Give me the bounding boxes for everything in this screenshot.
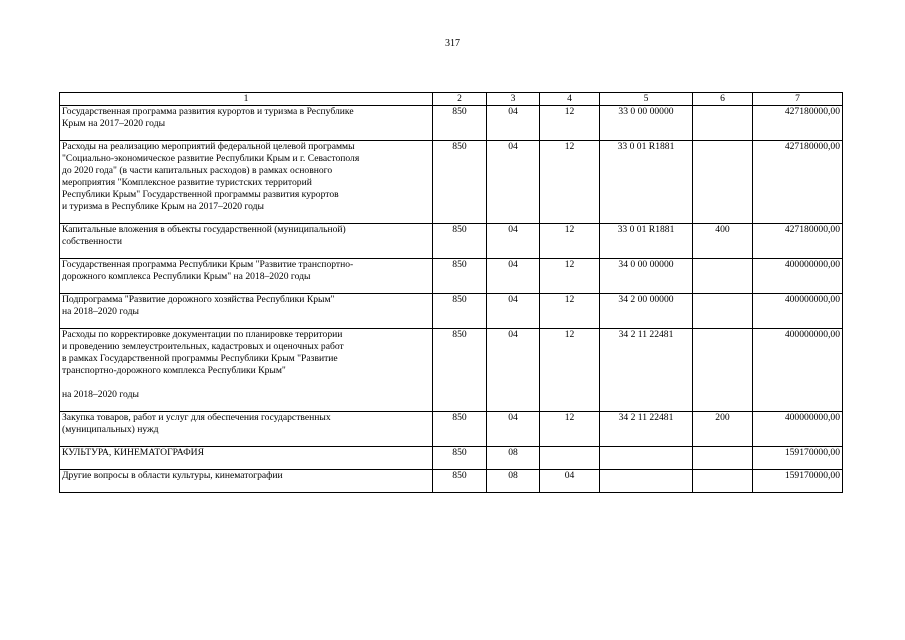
row-name-line: и проведению землеустроительных, кадастровых и оценочных работ xyxy=(62,341,344,352)
row-name-line: собственности xyxy=(62,236,123,247)
row-name-cell xyxy=(60,106,433,141)
section-code-cell: 08 xyxy=(487,470,540,493)
row-name-line: Государственная программа развития курортов и туризма в Республике xyxy=(62,106,354,117)
row-name-line: Расходы по корректировке документации по планировке территории xyxy=(62,329,343,340)
amount-cell: 159170000,00 xyxy=(753,470,843,493)
section-code-cell: 04 xyxy=(487,141,540,224)
row-name-cell xyxy=(60,259,433,294)
table-body xyxy=(60,106,843,493)
row-name-line: Государственная программа Республики Крым "Развитие транспортно- xyxy=(62,259,354,270)
row-name-line xyxy=(62,377,430,389)
expense-type-cell: 200 xyxy=(693,412,753,447)
amount-cell: 400000000,00 xyxy=(753,294,843,329)
amount-cell: 427180000,00 xyxy=(753,141,843,224)
chapter-code-cell: 850 xyxy=(433,106,487,141)
target-article-cell: 33 0 00 00000 xyxy=(600,106,693,141)
row-name-line: транспортно-дорожного комплекса Республики Крым" xyxy=(62,365,286,376)
column-header-6: 6 xyxy=(693,93,753,106)
subsection-code-cell: 12 xyxy=(540,294,600,329)
expense-type-cell xyxy=(693,470,753,493)
target-article-cell: 33 0 01 R1881 xyxy=(600,224,693,259)
section-code-cell: 04 xyxy=(487,329,540,412)
column-header-4: 4 xyxy=(540,93,600,106)
subsection-code-cell: 12 xyxy=(540,412,600,447)
section-code-cell: 04 xyxy=(487,412,540,447)
chapter-code-cell: 850 xyxy=(433,470,487,493)
section-code-cell: 04 xyxy=(487,106,540,141)
row-name-line: на 2018–2020 годы xyxy=(62,389,139,400)
chapter-code-cell: 850 xyxy=(433,294,487,329)
row-name-line: и туризма в Республике Крым на 2017–2020 годы xyxy=(62,201,264,212)
column-header-7: 7 xyxy=(753,93,843,106)
row-name-line: (муниципальных) нужд xyxy=(62,424,159,435)
table-row xyxy=(60,329,843,412)
row-name-line: до 2020 года" (в части капитальных расходов) в рамках основного xyxy=(62,165,333,176)
expense-type-cell: 400 xyxy=(693,224,753,259)
table-row xyxy=(60,141,843,224)
page-number: 317 xyxy=(445,38,460,49)
row-name-line: Республики Крым" Государственной программы развития курортов xyxy=(62,189,339,200)
target-article-cell: 33 0 01 R1881 xyxy=(600,141,693,224)
row-name-line: Другие вопросы в области культуры, кинематографии xyxy=(62,470,283,481)
section-code-cell: 08 xyxy=(487,447,540,470)
expense-type-cell xyxy=(693,329,753,412)
table-row xyxy=(60,412,843,447)
chapter-code-cell: 850 xyxy=(433,329,487,412)
row-name-cell xyxy=(60,470,433,493)
amount-cell: 427180000,00 xyxy=(753,224,843,259)
target-article-cell xyxy=(600,447,693,470)
section-code-cell: 04 xyxy=(487,259,540,294)
chapter-code-cell: 850 xyxy=(433,412,487,447)
amount-cell: 427180000,00 xyxy=(753,106,843,141)
row-name-cell xyxy=(60,224,433,259)
row-name-line: КУЛЬТУРА, КИНЕМАТОГРАФИЯ xyxy=(62,447,204,458)
expense-type-cell xyxy=(693,106,753,141)
row-name-line: дорожного комплекса Республики Крым" на 2018–2020 годы xyxy=(62,271,311,282)
row-name-line: Закупка товаров, работ и услуг для обеспечения государственных xyxy=(62,412,331,423)
row-name-cell xyxy=(60,141,433,224)
header-row xyxy=(60,93,843,106)
chapter-code-cell: 850 xyxy=(433,224,487,259)
row-name-line: "Социально-экономическое развитие Республики Крым и г. Севастополя xyxy=(62,153,360,164)
subsection-code-cell: 12 xyxy=(540,259,600,294)
table-row xyxy=(60,106,843,141)
row-name-line: в рамках Государственной программы Республики Крым "Развитие xyxy=(62,353,338,364)
target-article-cell: 34 0 00 00000 xyxy=(600,259,693,294)
chapter-code-cell: 850 xyxy=(433,141,487,224)
subsection-code-cell: 12 xyxy=(540,224,600,259)
subsection-code-cell: 12 xyxy=(540,329,600,412)
row-name-line: Капитальные вложения в объекты государственной (муниципальной) xyxy=(62,224,346,235)
target-article-cell: 34 2 11 22481 xyxy=(600,329,693,412)
table-row xyxy=(60,447,843,470)
expense-type-cell xyxy=(693,141,753,224)
column-header-2: 2 xyxy=(433,93,487,106)
table-row xyxy=(60,259,843,294)
subsection-code-cell xyxy=(540,447,600,470)
column-header-3: 3 xyxy=(487,93,540,106)
row-name-line: Подпрограмма "Развитие дорожного хозяйства Республики Крым" xyxy=(62,294,335,305)
row-name-line: мероприятия "Комплексное развитие туристских территорий xyxy=(62,177,312,188)
budget-table xyxy=(59,92,843,493)
amount-cell: 159170000,00 xyxy=(753,447,843,470)
expense-type-cell xyxy=(693,294,753,329)
row-name-cell xyxy=(60,447,433,470)
subsection-code-cell: 04 xyxy=(540,470,600,493)
row-name-cell xyxy=(60,412,433,447)
amount-cell: 400000000,00 xyxy=(753,329,843,412)
row-name-line: на 2018–2020 годы xyxy=(62,306,139,317)
column-header-5: 5 xyxy=(600,93,693,106)
section-code-cell: 04 xyxy=(487,224,540,259)
row-name-line: Расходы на реализацию мероприятий федеральной целевой программы xyxy=(62,141,355,152)
table-row xyxy=(60,470,843,493)
subsection-code-cell: 12 xyxy=(540,106,600,141)
target-article-cell xyxy=(600,470,693,493)
subsection-code-cell: 12 xyxy=(540,141,600,224)
chapter-code-cell: 850 xyxy=(433,259,487,294)
section-code-cell: 04 xyxy=(487,294,540,329)
target-article-cell: 34 2 11 22481 xyxy=(600,412,693,447)
row-name-cell xyxy=(60,329,433,412)
amount-cell: 400000000,00 xyxy=(753,412,843,447)
expense-type-cell xyxy=(693,447,753,470)
column-header-1: 1 xyxy=(60,93,433,106)
table-row xyxy=(60,294,843,329)
expense-type-cell xyxy=(693,259,753,294)
amount-cell: 400000000,00 xyxy=(753,259,843,294)
row-name-line: Крым на 2017–2020 годы xyxy=(62,118,166,129)
chapter-code-cell: 850 xyxy=(433,447,487,470)
row-name-cell xyxy=(60,294,433,329)
table-row xyxy=(60,224,843,259)
target-article-cell: 34 2 00 00000 xyxy=(600,294,693,329)
